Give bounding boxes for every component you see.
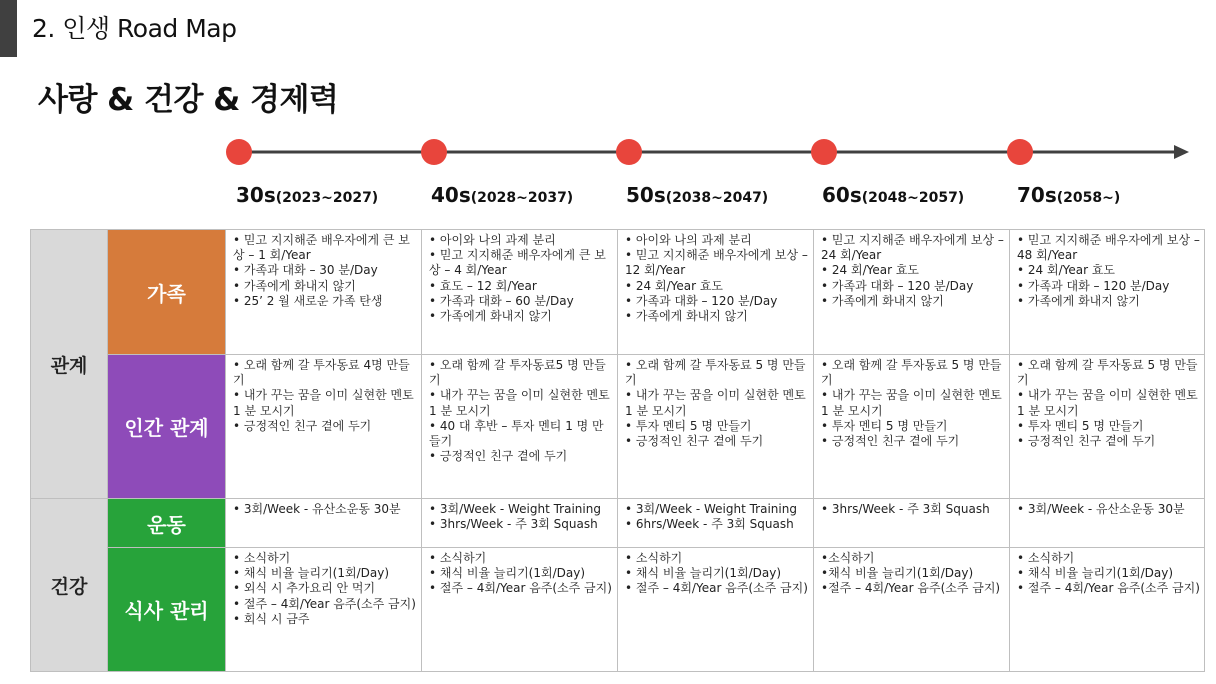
table-row-family xyxy=(31,230,1205,355)
plan-item: • 긍정적인 친구 곁에 두기 xyxy=(625,434,764,449)
plan-item: • 채식 비율 늘리기(1회/Day) xyxy=(429,566,585,581)
plan-item: • 아이와 나의 과제 분리 xyxy=(429,233,556,247)
plan-cell-family-60s xyxy=(814,230,1010,355)
plan-item: • 내가 꾸는 꿈을 이미 실현한 멘토 1 분 모시기 xyxy=(821,388,1002,418)
plan-item: • 가족과 대화 – 30 분/Day xyxy=(233,263,378,278)
plan-item: • 내가 꾸는 꿈을 이미 실현한 멘토 1 분 모시기 xyxy=(1017,388,1198,418)
plan-item: • 가족에게 화내지 않기 xyxy=(429,309,552,324)
plan-item: • 3회/Week - Weight Training xyxy=(429,502,601,516)
plan-item: • 절주 – 4회/Year 음주(소주 금지) xyxy=(429,581,612,596)
plan-item: • 오래 함께 갈 투자동료5 명 만들기 xyxy=(429,358,606,388)
plan-item: • 24 회/Year 효도 xyxy=(625,278,724,293)
plan-item: • 가족과 대화 – 120 분/Day xyxy=(821,278,974,293)
plan-cell-relations-60s xyxy=(814,355,1010,499)
timeline-dot-70s xyxy=(1007,139,1033,165)
plan-cell-exercise-50s xyxy=(618,499,814,548)
decade-label-60s xyxy=(822,183,964,207)
row-label-family: 가족 xyxy=(108,230,226,355)
decade-name: 40s xyxy=(431,183,471,207)
plan-item: • 내가 꾸는 꿈을 이미 실현한 멘토 1 분 모시기 xyxy=(625,388,806,418)
header-accent-bar xyxy=(0,0,17,57)
decade-name: 60s xyxy=(822,183,862,207)
row-label-exercise: 운동 xyxy=(108,499,226,548)
plan-item: •소식하기 xyxy=(821,551,875,565)
plan-item: • 투자 멘티 5 명 만들기 xyxy=(1017,418,1144,433)
plan-item: • 가족에게 화내지 않기 xyxy=(1017,293,1140,308)
table-row-exercise xyxy=(31,499,1205,548)
plan-item: • 오래 함께 갈 투자동료 5 명 만들기 xyxy=(1017,358,1198,388)
roadmap-table xyxy=(30,229,1205,672)
plan-item: • 40 대 후반 – 투자 멘티 1 명 만들기 xyxy=(429,418,604,449)
decade-name: 50s xyxy=(626,183,666,207)
plan-item: • 내가 꾸는 꿈을 이미 실현한 멘토 1 분 모시기 xyxy=(233,388,414,418)
decade-name: 70s xyxy=(1017,183,1057,207)
plan-cell-exercise-60s xyxy=(814,499,1010,548)
timeline-dot-30s xyxy=(226,139,252,165)
timeline-arrowhead xyxy=(1174,145,1189,159)
page-title: 사랑 & 건강 & 경제력 xyxy=(38,82,339,118)
plan-cell-family-70s xyxy=(1010,230,1205,355)
plan-item: • 믿고 지지해준 배우자에게 보상 – 48 회/Year xyxy=(1017,233,1200,263)
plan-item: • 믿고 지지해준 배우자에게 보상 – 12 회/Year xyxy=(625,248,808,278)
plan-item: • 25’ 2 월 새로운 가족 탄생 xyxy=(233,293,383,308)
plan-cell-exercise-30s xyxy=(226,499,422,548)
plan-cell-exercise-40s xyxy=(422,499,618,548)
plan-cell-diet-60s xyxy=(814,548,1010,672)
plan-item: • 믿고 지지해준 배우자에게 보상 – 24 회/Year xyxy=(821,233,1004,263)
plan-cell-diet-70s xyxy=(1010,548,1205,672)
plan-item: • 소식하기 xyxy=(429,551,487,565)
category-relations: 관계 xyxy=(31,230,108,499)
plan-item: • 24 회/Year 효도 xyxy=(821,263,920,278)
plan-item: • 가족과 대화 – 120 분/Day xyxy=(1017,278,1170,293)
plan-cell-exercise-70s xyxy=(1010,499,1205,548)
plan-item: • 긍정적인 친구 곁에 두기 xyxy=(233,418,372,433)
plan-item: • 3회/Week - 유산소운동 30분 xyxy=(233,502,401,516)
table-row-diet xyxy=(31,548,1205,672)
decade-range: (2023~2027) xyxy=(275,190,379,206)
decade-range: (2048~2057) xyxy=(861,190,965,206)
plan-item: • 절주 – 4회/Year 음주(소주 금지) xyxy=(233,596,416,611)
plan-cell-relations-40s xyxy=(422,355,618,499)
plan-cell-relations-50s xyxy=(618,355,814,499)
row-label-diet: 식사 관리 xyxy=(108,548,226,672)
plan-item: • 3hrs/Week - 주 3회 Squash xyxy=(821,502,990,516)
decade-name: 30s xyxy=(236,183,276,207)
plan-item: • 3회/Week - Weight Training xyxy=(625,502,797,516)
plan-item: • 긍정적인 친구 곁에 두기 xyxy=(1017,434,1156,449)
plan-item: • 내가 꾸는 꿈을 이미 실현한 멘토 1 분 모시기 xyxy=(429,388,610,418)
plan-item: • 절주 – 4회/Year 음주(소주 금지) xyxy=(625,581,808,596)
plan-item: • 효도 – 12 회/Year xyxy=(429,278,537,293)
plan-cell-family-50s xyxy=(618,230,814,355)
plan-item: • 긍정적인 친구 곁에 두기 xyxy=(429,449,568,464)
decade-label-30s xyxy=(236,183,378,207)
row-label-relations: 인간 관계 xyxy=(108,355,226,499)
plan-cell-diet-50s xyxy=(618,548,814,672)
plan-item: • 24 회/Year 효도 xyxy=(1017,263,1116,278)
plan-item: • 가족에게 화내지 않기 xyxy=(625,309,748,324)
plan-cell-diet-30s xyxy=(226,548,422,672)
plan-item: • 믿고 지지해준 배우자에게 큰 보상 – 1 회/Year xyxy=(233,233,410,263)
decade-label-70s xyxy=(1017,183,1120,207)
plan-item: • 아이와 나의 과제 분리 xyxy=(625,233,752,247)
plan-item: • 소식하기 xyxy=(625,551,683,565)
plan-item: • 3hrs/Week - 주 3회 Squash xyxy=(429,517,598,532)
plan-item: • 소식하기 xyxy=(233,551,291,565)
table-row-relations xyxy=(31,355,1205,499)
plan-item: • 채식 비율 늘리기(1회/Day) xyxy=(233,566,389,581)
section-title: 2. 인생 Road Map xyxy=(32,14,237,43)
timeline-dot-60s xyxy=(811,139,837,165)
plan-item: • 긍정적인 친구 곁에 두기 xyxy=(821,434,960,449)
plan-item: • 오래 함께 갈 투자동료 4명 만들기 xyxy=(233,358,410,388)
plan-item: • 6hrs/Week - 주 3회 Squash xyxy=(625,517,794,532)
timeline-dot-40s xyxy=(421,139,447,165)
plan-item: • 오래 함께 갈 투자동료 5 명 만들기 xyxy=(821,358,1002,388)
decade-range: (2038~2047) xyxy=(665,190,769,206)
plan-cell-family-30s xyxy=(226,230,422,355)
plan-cell-relations-70s xyxy=(1010,355,1205,499)
plan-item: • 가족에게 화내지 않기 xyxy=(821,293,944,308)
plan-item: • 외식 시 추가요리 안 먹기 xyxy=(233,581,376,596)
decade-label-50s xyxy=(626,183,768,207)
plan-item: • 믿고 지지해준 배우자에게 큰 보상 – 4 회/Year xyxy=(429,248,606,278)
decade-range: (2028~2037) xyxy=(470,190,574,206)
plan-cell-diet-40s xyxy=(422,548,618,672)
plan-item: • 오래 함께 갈 투자동료 5 명 만들기 xyxy=(625,358,806,388)
plan-item: •절주 – 4회/Year 음주(소주 금지) xyxy=(821,581,1001,596)
plan-item: • 가족에게 화내지 않기 xyxy=(233,278,356,293)
decade-label-40s xyxy=(431,183,573,207)
plan-cell-family-40s xyxy=(422,230,618,355)
plan-item: • 절주 – 4회/Year 음주(소주 금지) xyxy=(1017,581,1200,596)
category-health: 건강 xyxy=(31,499,108,672)
plan-item: • 채식 비율 늘리기(1회/Day) xyxy=(625,566,781,581)
plan-cell-relations-30s xyxy=(226,355,422,499)
plan-item: • 투자 멘티 5 명 만들기 xyxy=(821,418,948,433)
plan-item: • 채식 비율 늘리기(1회/Day) xyxy=(1017,566,1173,581)
plan-item: •채식 비율 늘리기(1회/Day) xyxy=(821,566,974,581)
timeline-dot-50s xyxy=(616,139,642,165)
plan-item: • 가족과 대화 – 60 분/Day xyxy=(429,293,574,308)
plan-item: • 소식하기 xyxy=(1017,551,1075,565)
plan-item: • 가족과 대화 – 120 분/Day xyxy=(625,293,778,308)
plan-item: • 투자 멘티 5 명 만들기 xyxy=(625,418,752,433)
plan-item: • 3회/Week - 유산소운동 30분 xyxy=(1017,502,1185,516)
decade-range: (2058~) xyxy=(1056,190,1121,206)
plan-item: • 회식 시 금주 xyxy=(233,611,310,626)
